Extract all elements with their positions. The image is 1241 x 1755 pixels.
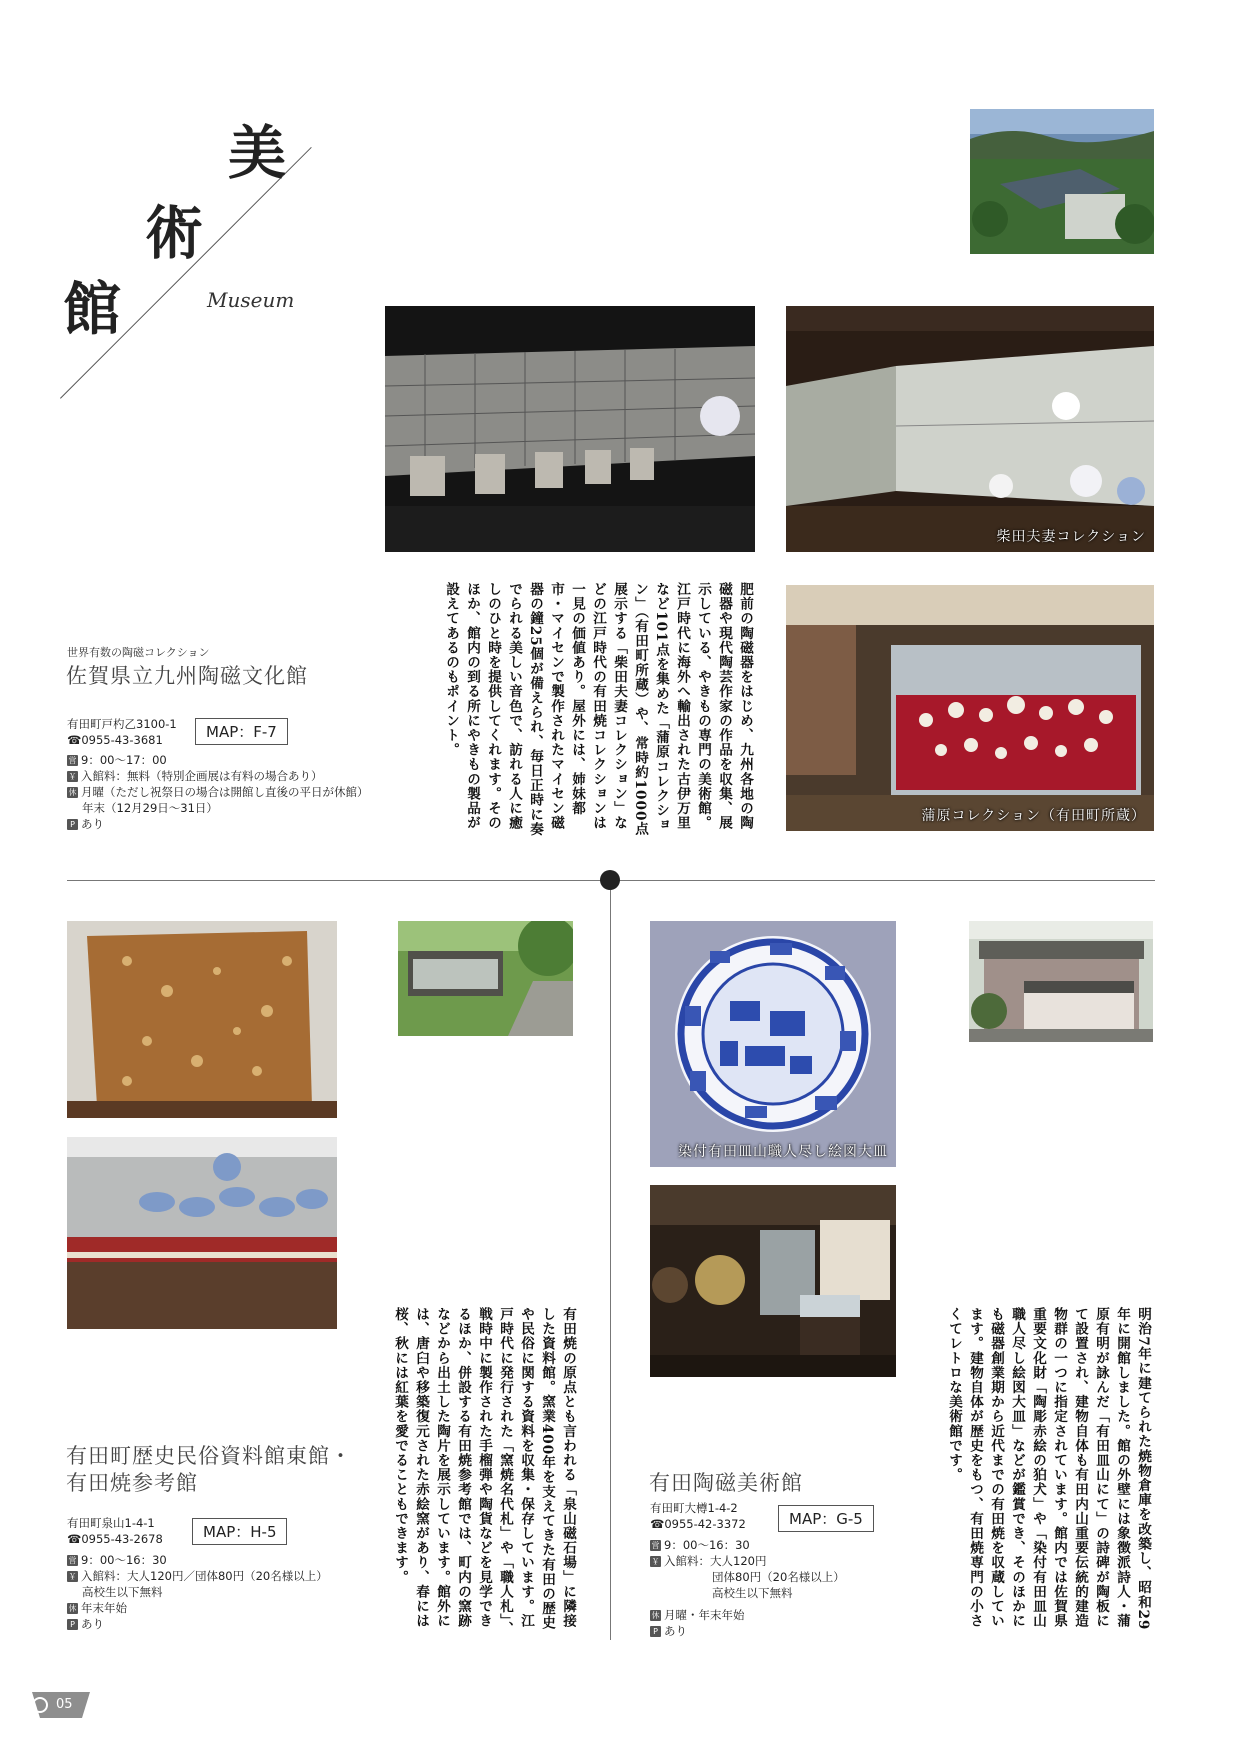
page-number-badge (30, 1690, 92, 1720)
toji-body-text: 明治7年に建てられた焼物倉庫を改築し、昭和29年に開館しました。館の外壁には象徴派詩人・蒲原有明が詠んだ「有田皿山にて」の詩碑が陶板にて設置され、建物自体も有田内山重要伝統的建造物群の一つに指定されています。館内では佐賀県重要文化財「陶彫赤絵の狛犬」や「染付有田皿山職人尽し絵図大皿」などが鑑賞でき、そのほかにも磁器創業期から近代までの有田焼を収蔵しています。建物自体が歴史をもつ、有田焼専門の小さくてレトロな美術館です。 (946, 1307, 1151, 1631)
toji-parking: あり (664, 1624, 687, 1638)
toji-map-ref: MAP：G-5 (778, 1505, 874, 1532)
izumiyama-stone-photo (67, 921, 337, 1118)
kyushu-closed2: 年末（12月29日～31日） (82, 801, 218, 815)
rekishi-fee2: 高校生以下無料 (82, 1585, 163, 1599)
toji-closed: 月曜・年末年始 (664, 1608, 745, 1622)
kyushu-address: 有田町戸杓乙3100-1 (67, 717, 177, 731)
kyushu-subtitle: 世界有数の陶磁コレクション (67, 646, 210, 659)
title-char-bi: 美 (228, 119, 287, 187)
kyushu-name: 佐賀県立九州陶磁文化館 (66, 664, 308, 688)
toji-exterior-photo (969, 921, 1153, 1042)
vertical-divider (610, 890, 611, 1640)
kyushu-tel: ☎0955-43-3681 (67, 733, 163, 747)
toji-interior-photo (650, 1185, 896, 1377)
rekishi-parking: あり (81, 1617, 104, 1631)
large-plate-photo (650, 921, 896, 1167)
closed-icon: 休 (68, 1604, 77, 1613)
page-number: 05 (56, 1697, 73, 1712)
gallery-photo-1 (385, 306, 755, 552)
rekishi-exterior-photo (398, 921, 573, 1036)
title-char-kan: 館 (63, 275, 122, 343)
yen-icon: ￥ (68, 772, 77, 781)
rekishi-details (67, 1552, 367, 1632)
toji-fee2: 団体80円（20名様以上） (712, 1570, 845, 1584)
rekishi-body-text: 有田焼の原点とも言われる「泉山磁石場」に隣接した資料館。窯業400年を支えてきた有田の歴史や民俗に関する資料を収集・保存しています。江戸時代に発行された「窯焼名代札」や「職人札」、戦時中に製作された手榴弾や陶貨などを見学できるほか、併設する有田焼参考館では、町内の窯跡などから出土した陶片を展示しています。館外には、唐臼や移築復元された赤絵窯があり、春には桜、秋には紅葉を愛でることもできます。 (392, 1307, 576, 1636)
kyushu-parking: あり (81, 817, 104, 831)
toji-address: 有田町大樽1-4-2 (650, 1501, 738, 1515)
toji-tel: ☎0955-42-3372 (650, 1517, 746, 1531)
closed-icon: 休 (651, 1611, 660, 1620)
clock-icon: 営 (68, 1556, 77, 1565)
rekishi-address: 有田町泉山1-4-1 (67, 1516, 155, 1530)
rekishi-name-1: 有田町歴史民俗資料館東館・ (66, 1444, 352, 1468)
rekishi-tel: ☎0955-43-2678 (67, 1532, 163, 1546)
clock-icon: 営 (68, 756, 77, 765)
parking-icon: P (67, 1619, 78, 1630)
kyushu-closed: 月曜（ただし祝祭日の場合は開館し直後の平日が休館） (81, 785, 369, 799)
rekishi-fee: 入館料：大人120円／団体80円（20名様以上） (81, 1569, 328, 1583)
toji-hours: 9：00～16：30 (664, 1538, 750, 1552)
toji-fee: 入館料：大人120円 (664, 1554, 767, 1568)
rekishi-closed: 年末年始 (81, 1601, 127, 1615)
kyushu-map-ref: MAP：F-7 (195, 718, 288, 745)
closed-icon: 休 (68, 788, 77, 797)
toji-details (650, 1537, 910, 1639)
kanbara-caption: 蒲原コレクション（有田町所蔵） (921, 808, 1146, 824)
rekishi-interior-photo (67, 1137, 337, 1329)
toji-name: 有田陶磁美術館 (649, 1471, 803, 1495)
kanbara-collection-photo (786, 585, 1154, 831)
yen-icon: ￥ (68, 1572, 77, 1581)
rekishi-map-ref: MAP：H-5 (192, 1518, 287, 1545)
yen-icon: ￥ (651, 1557, 660, 1566)
title-char-jutsu: 術 (145, 199, 204, 267)
toji-fee3: 高校生以下無料 (712, 1586, 793, 1600)
shibata-collection-photo (786, 306, 1154, 552)
rekishi-hours: 9：00～16：30 (81, 1553, 167, 1567)
plate-caption: 染付有田皿山職人尽し絵図大皿 (678, 1144, 888, 1160)
parking-icon: P (650, 1626, 661, 1637)
aerial-photo (970, 109, 1154, 254)
kyushu-details (67, 752, 377, 832)
title-english: Museum (207, 288, 295, 312)
kyushu-body-text: 肥前の陶磁器をはじめ、九州各地の陶磁器や現代陶芸作家の作品を収集、展示している、やきもの専門の美術館。江戸時代に海外へ輸出された古伊万里など101点を集めた「蒲原コレクション」（有田町所蔵）や、常時約1000点展示する「柴田夫妻コレクション」などの江戸時代の有田焼コレクションは一見の価値あり。屋外には、姉妹都市・マイセンで製作されたマイセン磁器の鐘25個が備えられ、毎日正時に奏でられる美しい音色で、訪れる人に癒しのひと時を提供してくれます。そのほか、館内の到る所にやきもの製品が設えてあるのもポイント。 (443, 582, 753, 837)
kyushu-hours: 9：00～17：00 (81, 753, 167, 767)
shibata-caption: 柴田夫妻コレクション (996, 529, 1146, 545)
parking-icon: P (67, 819, 78, 830)
clock-icon: 営 (651, 1541, 660, 1550)
divider-dot (600, 870, 620, 890)
rekishi-name-2: 有田焼参考館 (66, 1471, 198, 1495)
kyushu-fee: 入館料：無料（特別企画展は有料の場合あり） (81, 769, 323, 783)
